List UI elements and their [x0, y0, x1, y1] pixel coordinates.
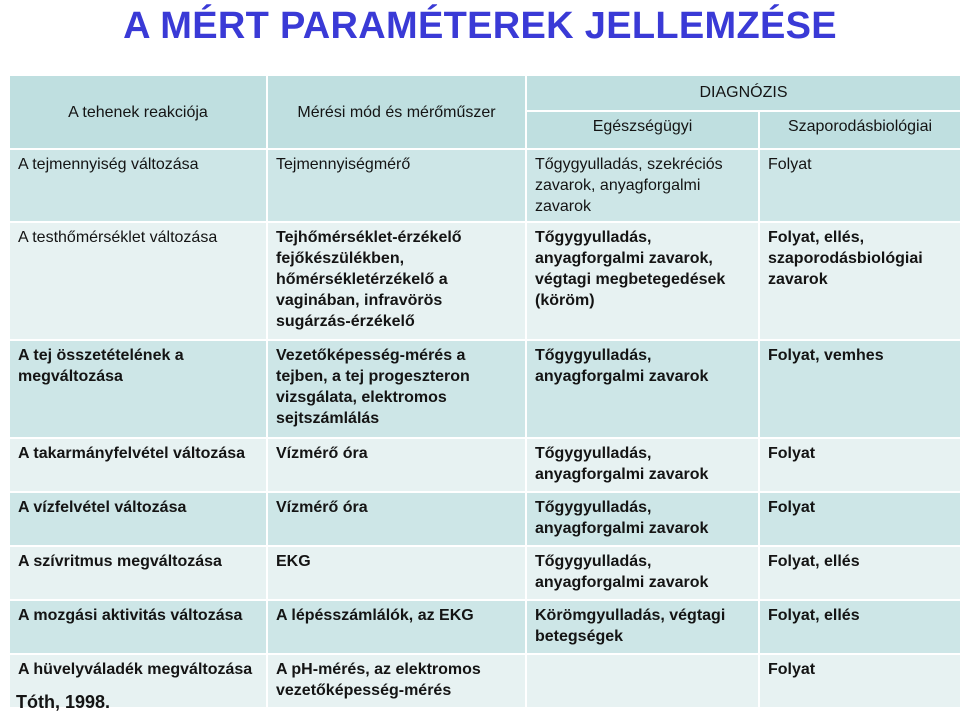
page-title: A MÉRT PARAMÉTEREK JELLEMZÉSE	[123, 5, 837, 47]
table-row	[9, 340, 960, 438]
table-row	[9, 600, 960, 654]
cell-health: Tőgygyulladás, anyagforgalmi zavarok	[526, 546, 759, 600]
cell-repro: Folyat	[759, 492, 960, 546]
cell-method: A lépésszámlálók, az EKG	[267, 600, 526, 654]
cell-reaction: A vízfelvétel változása	[9, 492, 267, 546]
cell-reaction: A testhőmérséklet változása	[9, 222, 267, 340]
cell-health: Tőgygyulladás, anyagforgalmi zavarok	[526, 492, 759, 546]
table-row	[9, 492, 960, 546]
cell-health: Tőgygyulladás, szekréciós zavarok, anyagforgalmi zavarok	[526, 149, 759, 222]
cell-repro: Folyat	[759, 438, 960, 492]
header-health: Egészségügyi	[526, 111, 759, 149]
table-row	[9, 546, 960, 600]
cell-reaction: A tej összetételének a megváltozása	[9, 340, 267, 438]
cell-reaction: A hüvelyváladék megváltozása	[9, 654, 267, 708]
header-method: Mérési mód és mérőműszer	[267, 75, 526, 149]
cell-repro: Folyat	[759, 149, 960, 222]
citation: Tóth, 1998.	[16, 692, 111, 712]
cell-repro: Folyat, vemhes	[759, 340, 960, 438]
table-row	[9, 222, 960, 340]
table-header-row	[9, 75, 960, 111]
header-repro: Szaporodásbiológiai	[759, 111, 960, 149]
cell-method: Vízmérő óra	[267, 492, 526, 546]
table-row	[9, 438, 960, 492]
cell-method: Tejhőmérséklet-érzékelő fejőkészülékben, hőmérsékletérzékelő a vaginában, infravörös sugárzás-érzékelő	[267, 222, 526, 340]
cell-method: Vízmérő óra	[267, 438, 526, 492]
cell-health	[526, 654, 759, 708]
parameters-table	[8, 74, 960, 709]
cell-reaction: A takarmányfelvétel változása	[9, 438, 267, 492]
cell-method: Vezetőképesség-mérés a tejben, a tej progeszteron vizsgálata, elektromos sejtszámlálás	[267, 340, 526, 438]
cell-method: EKG	[267, 546, 526, 600]
cell-method: Tejmennyiségmérő	[267, 149, 526, 222]
cell-repro: Folyat, ellés	[759, 600, 960, 654]
cell-health: Körömgyulladás, végtagi betegségek	[526, 600, 759, 654]
table-row	[9, 149, 960, 222]
cell-repro: Folyat, ellés, szaporodásbiológiai zavarok	[759, 222, 960, 340]
cell-method: A pH-mérés, az elektromos vezetőképesség-mérés	[267, 654, 526, 708]
cell-reaction: A mozgási aktivitás változása	[9, 600, 267, 654]
cell-health: Tőgygyulladás, anyagforgalmi zavarok	[526, 340, 759, 438]
cell-repro: Folyat, ellés	[759, 546, 960, 600]
cell-reaction: A tejmennyiség változása	[9, 149, 267, 222]
cell-health: Tőgygyulladás, anyagforgalmi zavarok, végtagi megbetegedések (köröm)	[526, 222, 759, 340]
header-diagnosis: DIAGNÓZIS	[526, 75, 960, 111]
cell-reaction: A szívritmus megváltozása	[9, 546, 267, 600]
cell-repro: Folyat	[759, 654, 960, 708]
table-row	[9, 654, 960, 708]
header-reaction: A tehenek reakciója	[9, 75, 267, 149]
cell-health: Tőgygyulladás, anyagforgalmi zavarok	[526, 438, 759, 492]
